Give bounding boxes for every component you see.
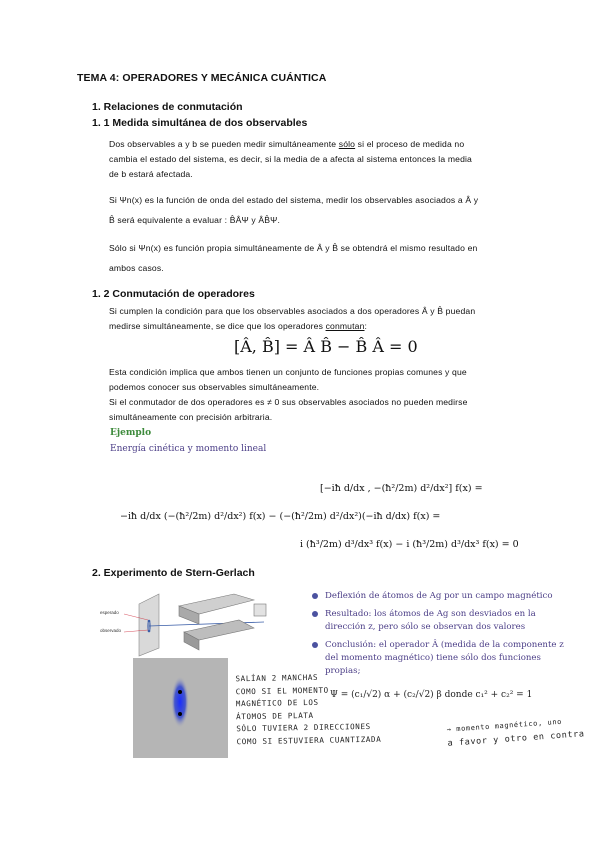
- diagram-label-expected: esperado: [100, 610, 119, 615]
- subsection-1-1-heading: 1. 1 Medida simultánea de dos observables: [92, 117, 308, 129]
- stern-gerlach-apparatus-diagram: [104, 586, 284, 658]
- commutator-equation: [Â, B̂] = Â B̂ − B̂ Â = 0: [234, 337, 418, 356]
- paragraph-1-2-b: Esta condición implica que ambos tienen un conjunto de funciones propias comunes y que podemos conocer sus observables simultáneamente. Si el conmutador de dos operadores es ≠ 0 sus observables asociados no pueden medirse simultáneamente con precisión arbitraria.: [109, 367, 468, 422]
- example-equation-2: −iħ d/dx (−(ħ²/2m) d²/dx²) f(x) − (−(ħ²/2m) d²/dx²)(−iħ d/dx) f(x) =: [120, 511, 441, 522]
- bullet-item: Deflexión de átomos de Ag por un campo magnético: [312, 590, 587, 603]
- paragraph-1-2-a: Si cumplen la condición para que los observables asociados a dos operadores Â y B̂ puedan medirse simultáneamente, se dice que los operadores conmutan:: [109, 306, 476, 331]
- bullet-item: Conclusión: el operador Â (medida de la componente z: [312, 639, 587, 652]
- paragraph-1-1-b: Si Ψn(x) es la función de onda del estado del sistema, medir los observables asociados a Â y B̂ será equivalente a evaluar : B̂ÂΨ y ÂB̂Ψ.: [109, 195, 479, 225]
- diagram-label-observed: observado: [100, 628, 122, 633]
- handwritten-notes-left: SALÍAN 2 MANCHAS COMO SI EL MOMENTO MAGNÉTICO DE LOS ÁTOMOS DE PLATA SÓLO TUVIERA 2 DIRECCIONES COMO SI ESTUVIERA CUANTIZADA: [235, 672, 382, 746]
- paragraph-1-1-a: Dos observables a y b se pueden medir simultáneamente sólo si el proceso de medida no cambia el estado del sistema, es decir, si la media de a afecta al sistema entonces la media de b estará afectada.: [109, 139, 472, 179]
- section-2-heading: 2. Experimento de Stern-Gerlach: [92, 567, 255, 579]
- detector-screen-image: [133, 658, 228, 758]
- page-title: TEMA 4: OPERADORES Y MECÁNICA CUÁNTICA: [77, 72, 327, 84]
- example-subtitle: Energía cinética y momento lineal: [110, 444, 267, 454]
- deflection-spots: [133, 658, 228, 758]
- handwritten-notes-right: → momento magnético, uno a favor y otro en contra: [446, 717, 585, 749]
- bullet-item: Resultado: los átomos de Ag son desviados en la: [312, 608, 587, 621]
- paragraph-1-1-c: Sólo si Ψn(x) es función propia simultáneamente de Â y B̂ se obtendrá el mismo resultado en ambos casos.: [109, 243, 478, 273]
- example-equation-1: [−iħ d/dx , −(ħ²/2m) d²/dx²] f(x) =: [320, 483, 483, 494]
- example-equation-3: i (ħ³/2m) d³/dx³ f(x) − i (ħ³/2m) d³/dx³ f(x) = 0: [300, 539, 519, 550]
- example-label: Ejemplo: [110, 428, 152, 438]
- section-1-heading: 1. Relaciones de conmutación: [92, 101, 243, 113]
- stern-gerlach-bullets: Deflexión de átomos de Ag por un campo magnético Resultado: los átomos de Ag son desviados en la dirección z, pero sólo se observan dos valores Conclusión: el operador Â (medida de la componente z del momento magnético) tiene sólo dos funciones propias;: [312, 590, 587, 678]
- subsection-1-2-heading: 1. 2 Conmutación de operadores: [92, 288, 255, 300]
- psi-equation: Ψ = (c₁/√2) α + (c₂/√2) β donde c₁² + c₂² = 1: [330, 690, 533, 700]
